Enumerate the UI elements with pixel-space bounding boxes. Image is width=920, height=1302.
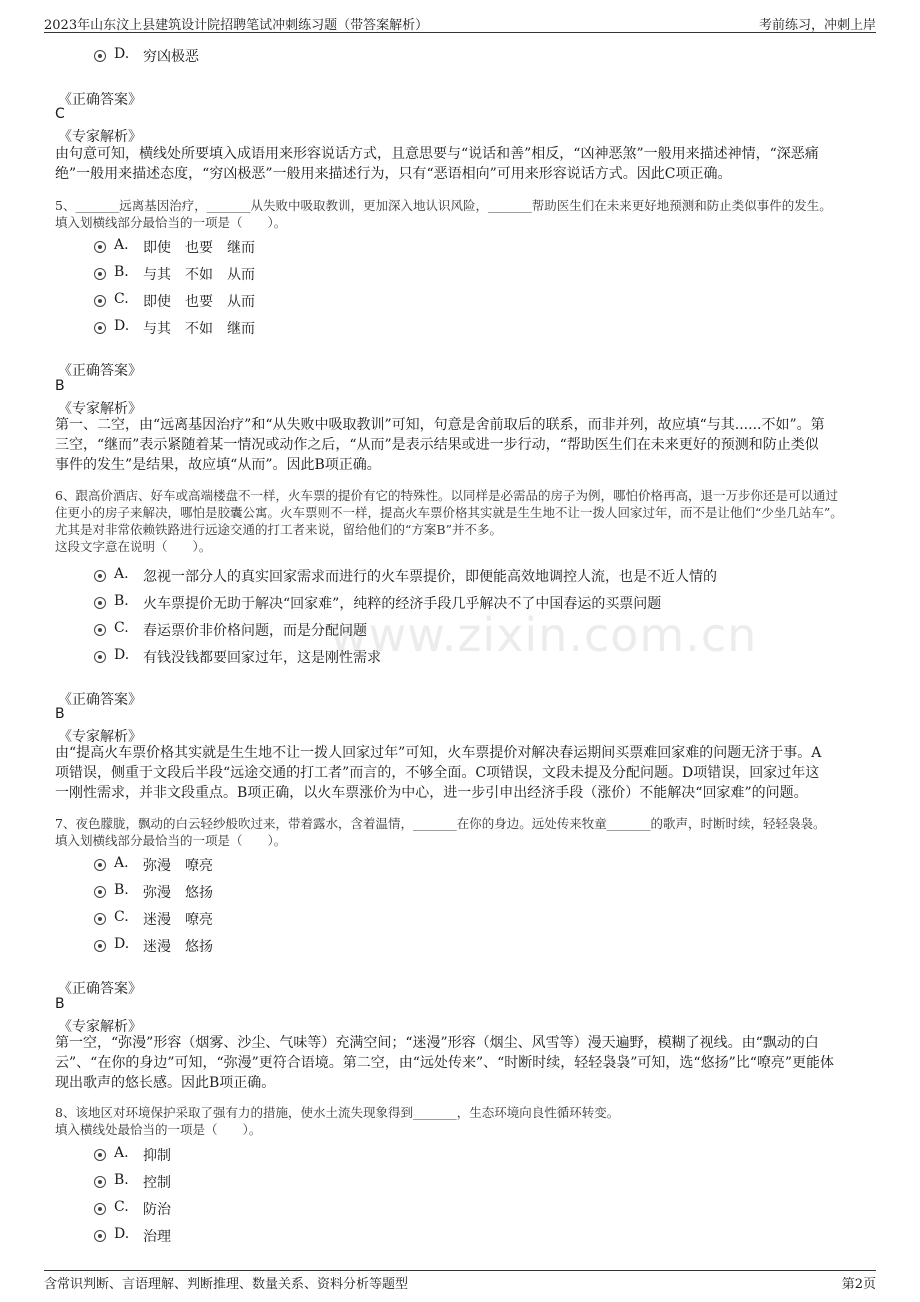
page-header	[44, 14, 876, 33]
q4-analysis: 由句意可知，横线处所要填入成语用来形容说话方式，且意思要与“说话和善”相反，“凶神恶煞”一般用来描述神情，“深恶痛 绝”一般用来描述态度，“穷凶极恶”一般用来描述行为，只有“恶语相向”可用来形容说话方式。因此C项正确。	[55, 146, 819, 182]
q6-analysis: 由“提高火车票价格其实就是生生地不让一拨人回家过年”可知，火车票提价对解决春运期间买票难回家难的问题无济于事。A 项错误，侧重于文段后半段“远途交通的打工者”而言的，不够全面。C项错误，文段未提及分配问题。D项错误，回家过年这 一刚性需求，并非文段重点。B项正确，以火车票涨价为中心，进一步引申出经济手段（涨价）不能解决“回家难”的问题。	[55, 745, 822, 801]
q5-answer: B	[55, 378, 65, 394]
q7-stem: 7、夜色朦胧，飘动的白云轻纱般吹过来，带着露水，含着温情，_______在你的身边。远处传来牧童_______的歌声，时断时续，轻轻袅袅。 填入划横线部分最恰当的一项是（ ）。	[55, 816, 826, 848]
radio-icon[interactable]	[94, 859, 106, 871]
q6-analysis-label: 《专家解析》	[58, 729, 142, 745]
q5-analysis-label: 《专家解析》	[58, 401, 142, 417]
radio-icon[interactable]	[94, 624, 106, 636]
radio-icon[interactable]	[94, 1176, 106, 1188]
q6-answer: B	[55, 706, 65, 722]
radio-icon[interactable]	[94, 597, 106, 609]
footer-topics: 含常识判断、言语理解、判断推理、数量关系、资料分析等题型	[44, 1277, 409, 1292]
q5-stem: 5、_______远离基因治疗，_______从失败中吸取教训，更加深入地认识风险，_______帮助医生们在未来更好地预测和防止类似事件的发生。 填入划横线部分最恰当的一项是（ ）。	[55, 198, 832, 230]
radio-icon[interactable]	[94, 268, 106, 280]
radio-icon[interactable]	[94, 913, 106, 925]
q6-answer-label: 《正确答案》	[58, 692, 142, 708]
q4-answer-label: 《正确答案》	[58, 92, 142, 108]
q7-analysis: 第一空，“弥漫”形容（烟雾、沙尘、气味等）充满空间；“迷漫”形容（烟尘、风雪等）漫天遍野，模糊了视线。由“飘动的白 云”、“在你的身边”可知，“弥漫”更符合语境。第二空，由“远处传来”、“时断时续，轻轻袅袅”可知，选“悠扬”比“嘹亮”更能体 现出歌声的悠长感。因此B项正确。	[55, 1035, 835, 1091]
radio-icon[interactable]	[94, 651, 106, 663]
q5-answer-label: 《正确答案》	[58, 363, 142, 379]
page-number: 第2页	[841, 1277, 876, 1292]
page-footer	[44, 1270, 876, 1291]
q7-analysis-label: 《专家解析》	[58, 1019, 142, 1035]
radio-icon[interactable]	[94, 940, 106, 952]
radio-icon[interactable]	[94, 1149, 106, 1161]
q8-stem: 8、该地区对环境保护采取了强有力的措施，使水土流失现象得到_______，生态环境向良性循环转变。 填入横线处最恰当的一项是（ ）。	[55, 1105, 620, 1137]
header-slogan: 考前练习，冲刺上岸	[758, 18, 876, 33]
watermark: www.zixin.com.cn	[330, 608, 758, 662]
radio-icon[interactable]	[94, 570, 106, 582]
document-title: 2023年山东汶上县建筑设计院招聘笔试冲刺练习题（带答案解析）	[44, 18, 429, 33]
radio-icon[interactable]	[94, 295, 106, 307]
radio-icon[interactable]	[94, 1230, 106, 1242]
q4-answer: C	[55, 106, 65, 122]
q7-answer: B	[55, 996, 65, 1012]
q6-stem: 6、跟高价酒店、好车或高端楼盘不一样，火车票的提价有它的特殊性。以同样是必需品的房子为例，哪怕价格再高，退一万步你还是可以通过 住更小的房子来解决，哪怕是胶囊公寓。火车票则不一样，提高火车票价格其实就是生生地不让一拨人回家过年，而不是让他们“少坐几站车”。 尤其是对非常依赖铁路进行远途交通的打工者来说，留给他们的“方案B”并不多。 这段文字意在说明（ ）。	[55, 488, 843, 554]
radio-icon[interactable]	[94, 1203, 106, 1215]
q7-answer-label: 《正确答案》	[58, 981, 142, 997]
radio-icon[interactable]	[94, 322, 106, 334]
q5-analysis: 第一、二空，由“远离基因治疗”和“从失败中吸取教训”可知，句意是舍前取后的联系，而非并列，故应填“与其......不如”。第 三空，“继而”表示紧随着某一情况或动作之后，“从而”是表示结果或进一步行动，“帮助医生们在未来更好的预测和防止类似 事件的发生”是结果，故应填“从而”。因此B项正确。	[55, 417, 825, 473]
radio-icon[interactable]	[94, 886, 106, 898]
radio-icon[interactable]	[94, 241, 106, 253]
q4-analysis-label: 《专家解析》	[58, 129, 142, 145]
radio-icon[interactable]	[94, 50, 106, 62]
